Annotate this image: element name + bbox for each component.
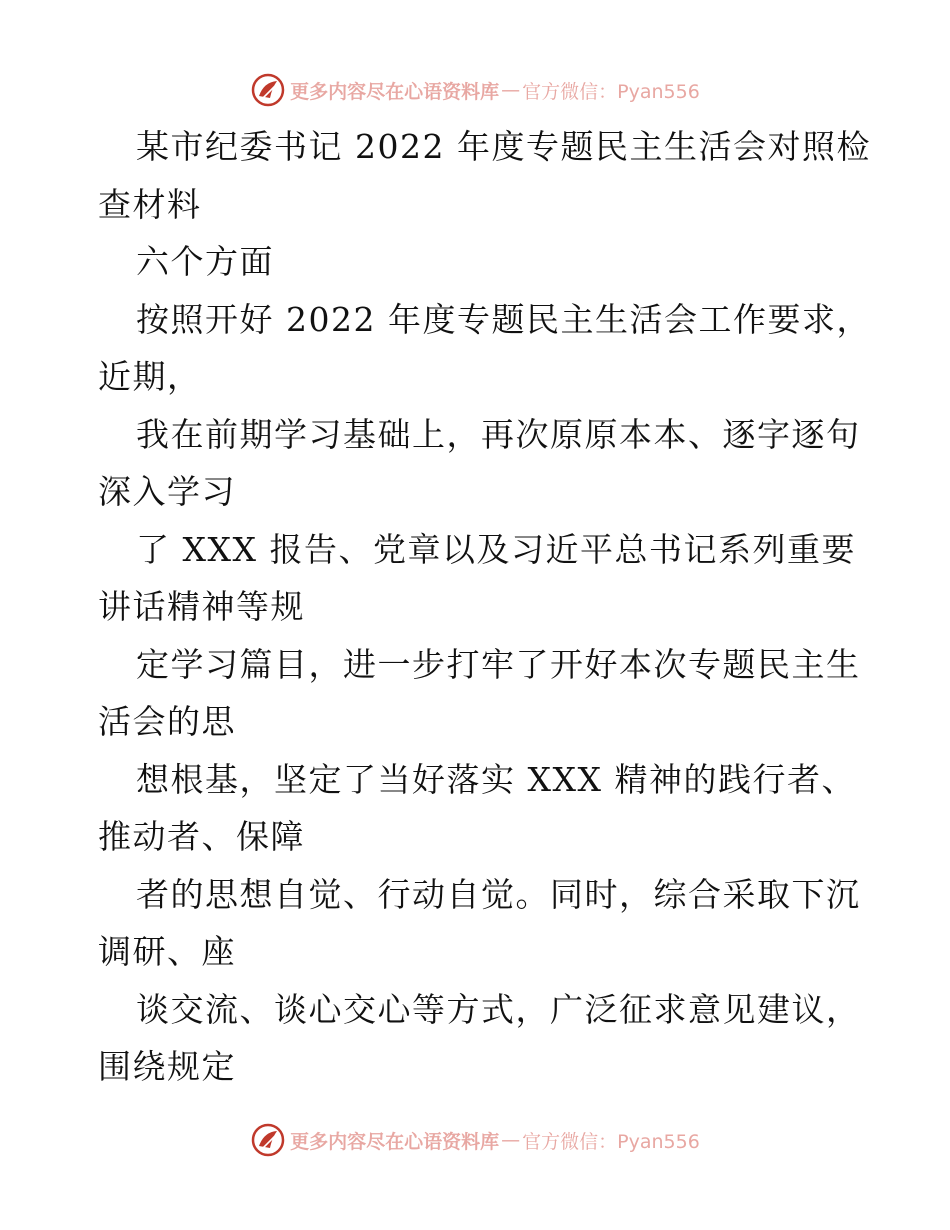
paragraph-line: 活会的思 (98, 702, 236, 741)
paragraph-line: 查材料 (98, 184, 202, 224)
paragraph-line: 按照开好 2022 年度专题民主生活会工作要求， (136, 299, 871, 339)
paragraph-line: 谈交流、谈心交心等方式，广泛征求意见建议， (136, 989, 861, 1029)
watermark-main-text: 更多内容尽在心语资料库 (290, 80, 500, 103)
document-body (98, 118, 871, 1096)
watermark-separator: — (501, 79, 521, 101)
paragraph-line: 我在前期学习基础上，再次原原本本、逐字逐句 (136, 414, 861, 454)
paragraph-line: 六个方面 (136, 242, 274, 281)
paragraph-line: 推动者、保障 (98, 817, 305, 856)
paragraph-line: 讲话精神等规 (98, 587, 305, 626)
watermark-separator: — (501, 1129, 521, 1151)
seal-logo-icon (250, 72, 286, 108)
paragraph-line: 定学习篇目，进一步打牢了开好本次专题民主生 (136, 644, 861, 684)
paragraph-line: 近期， (98, 357, 202, 396)
seal-logo-icon (250, 1122, 286, 1158)
paragraph-line: 某市纪委书记 2022 年度专题民主生活会对照检 (136, 127, 871, 166)
paragraph-line: 深入学习 (98, 472, 236, 511)
paragraph-line: 想根基，坚定了当好落实 XXX 精神的践行者、 (136, 759, 856, 799)
header-watermark (0, 70, 950, 110)
paragraph-line: 了 XXX 报告、党章以及习近平总书记系列重要 (136, 529, 856, 569)
watermark-wechat-text: 官方微信：Pyan556 (522, 1130, 700, 1153)
paragraph-line: 围绕规定 (98, 1047, 236, 1086)
watermark-wechat-text: 官方微信：Pyan556 (522, 80, 700, 103)
watermark-main-text: 更多内容尽在心语资料库 (290, 1130, 500, 1153)
footer-watermark (0, 1120, 950, 1160)
paragraph-line: 调研、座 (98, 932, 236, 971)
paragraph-line: 者的思想自觉、行动自觉。同时，综合采取下沉 (136, 874, 861, 914)
